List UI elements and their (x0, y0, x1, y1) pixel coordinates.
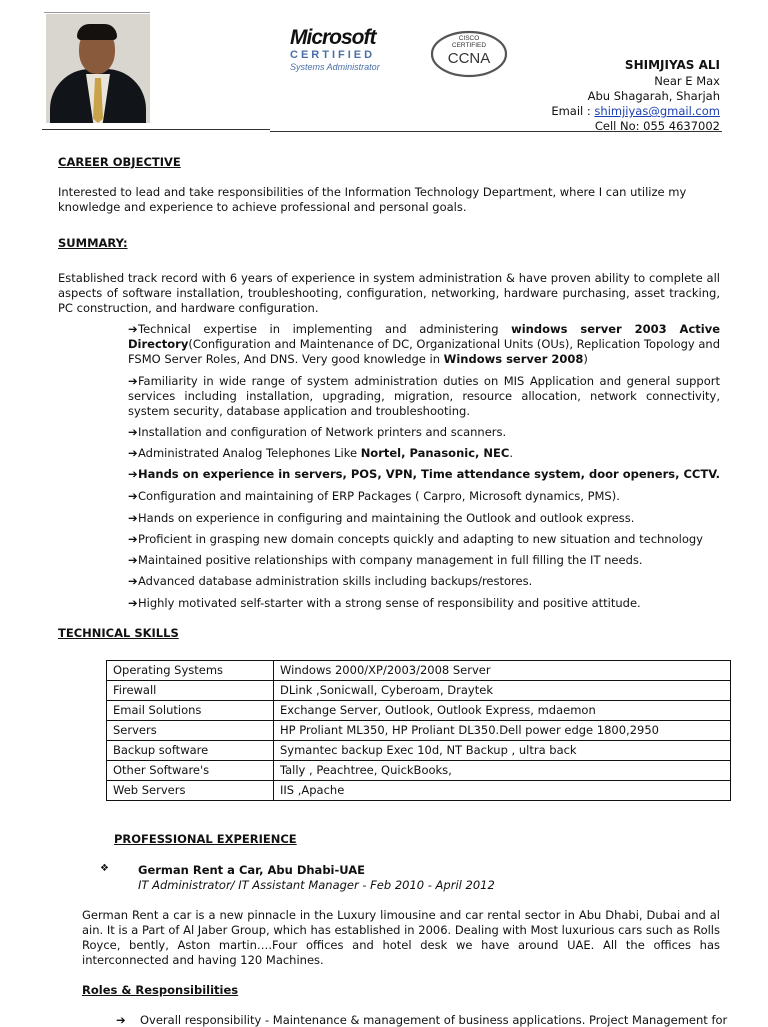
ccna-sub-text: CERTIFIED (451, 42, 487, 49)
skill-category: Web Servers (107, 781, 274, 801)
professional-experience-heading: PROFESSIONAL EXPERIENCE (114, 832, 297, 846)
arrow-bullet-icon: ➔ (128, 553, 138, 567)
top-rule (44, 12, 150, 13)
technical-skills-heading: TECHNICAL SKILLS (58, 626, 179, 640)
skill-value: Tally , Peachtree, QuickBooks, (274, 761, 731, 781)
cisco-ccna-logo (422, 30, 516, 78)
ccna-top-text: CISCO (458, 35, 480, 42)
cell-number: Cell No: 055 4637002 (594, 119, 720, 133)
summary-intro: Established track record with 6 years of experience in system administration & have proven ability to complete all aspects of software installation, troubleshooting, configuration, networking, hardware purchasing, asset tracking, PC construction, and hardware configuration. (58, 271, 720, 315)
summary-bullet-1: ➔Technical expertise in implementing and administering windows server 2003 Active Directory(Configuration and Maintenance of DC, Organizational Units (OUs), Replication Topology and FSMO Server Roles, And DNS. Very good knowledge in Windows server 2008) (128, 322, 720, 366)
summary-bullet-7: ➔Hands on experience in configuring and maintaining the Outlook and outlook express. (128, 511, 635, 525)
summary-heading: SUMMARY: (58, 236, 128, 250)
skill-value: Symantec backup Exec 10d, NT Backup , ultra back (274, 741, 731, 761)
microsoft-certified-text: CERTIFIED (290, 49, 376, 61)
skill-value: HP Proliant ML350, HP Proliant DL350.Dell power edge 1800,2950 (274, 721, 731, 741)
summary-bullet-3: ➔Installation and configuration of Network printers and scanners. (128, 425, 507, 439)
skill-value: Windows 2000/XP/2003/2008 Server (274, 661, 731, 681)
skill-value: Exchange Server, Outlook, Outlook Express, mdaemon (274, 701, 731, 721)
diamond-bullet-icon: ❖ (100, 863, 109, 874)
summary-bullet-4: ➔Administrated Analog Telephones Like Nortel, Panasonic, NEC. (128, 446, 513, 460)
header-rule-left (42, 129, 270, 130)
arrow-bullet-icon: ➔ (128, 489, 138, 503)
table-row (107, 701, 731, 721)
arrow-bullet-icon: ➔ (128, 425, 138, 439)
email-line (551, 104, 720, 119)
table-row (107, 661, 731, 681)
ccna-name-text: CCNA (447, 50, 491, 67)
address-line-1: Near E Max (654, 74, 720, 88)
table-row (107, 681, 731, 701)
arrow-bullet-icon: ➔ (128, 574, 138, 588)
skill-category: Other Software's (107, 761, 274, 781)
microsoft-role-text: Systems Administrator (290, 62, 380, 72)
responsibility-item: Overall responsibility - Maintenance & management of business applications. Project Management for (140, 1013, 728, 1027)
email-label: Email : (551, 104, 591, 118)
skill-value: IIS ,Apache (274, 781, 731, 801)
email-link[interactable]: shimjiyas@gmail.com (594, 104, 720, 118)
arrow-bullet-icon: ➔ (128, 322, 138, 336)
arrow-bullet-icon: ➔ (128, 511, 138, 525)
candidate-name: SHIMJIYAS ALI (624, 58, 720, 72)
company-description: German Rent a car is a new pinnacle in the Luxury limousine and car rental sector in Abu Dhabi, Dubai and al ain. It is a Part of Al Jaber Group, which has established in 2006. Dealing with Most luxurious cars such as Rolls Royce, bently, Aston martin….Four offices and hotel desk we have around UAE. All the offices has interconnected and having 120 Machines. (82, 908, 720, 967)
table-row (107, 721, 731, 741)
summary-bullet-6: ➔Configuration and maintaining of ERP Packages ( Carpro, Microsoft dynamics, PMS). (128, 489, 620, 503)
arrow-bullet-icon: ➔ (128, 467, 138, 481)
arrow-bullet-icon: ➔ (128, 596, 138, 610)
arrow-bullet-icon: ➔ (128, 532, 138, 546)
career-objective-heading: CAREER OBJECTIVE (58, 155, 181, 169)
skill-value: DLink ,Sonicwall, Cyberoam, Draytek (274, 681, 731, 701)
skill-category: Firewall (107, 681, 274, 701)
arrow-bullet-icon: ➔ (128, 446, 138, 460)
profile-photo (46, 14, 150, 123)
summary-bullet-8: ➔Proficient in grasping new domain concepts quickly and adapting to new situation and technology (128, 532, 703, 546)
arrow-bullet-icon: ➔ (116, 1013, 126, 1027)
arrow-bullet-icon: ➔ (128, 374, 138, 388)
roles-heading: Roles & Responsibilities (82, 983, 239, 997)
microsoft-logo-text: Microsoft (290, 26, 376, 49)
technical-skills-table (106, 660, 731, 801)
summary-bullet-9: ➔Maintained positive relationships with company management in full filling the IT needs. (128, 553, 643, 567)
table-row (107, 781, 731, 801)
address-line-2: Abu Shagarah, Sharjah (587, 89, 720, 103)
career-objective-text: Interested to lead and take responsibilities of the Information Technology Department, where I can utilize my knowledge and experience to achieve professional and personal goals. (58, 185, 687, 214)
skill-category: Operating Systems (107, 661, 274, 681)
summary-bullet-10: ➔Advanced database administration skills including backups/restores. (128, 574, 533, 588)
skill-category: Email Solutions (107, 701, 274, 721)
skill-category: Backup software (107, 741, 274, 761)
skill-category: Servers (107, 721, 274, 741)
summary-bullet-5: ➔Hands on experience in servers, POS, VPN, Time attendance system, door openers, CCTV. (128, 467, 721, 481)
table-row (107, 761, 731, 781)
table-row (107, 741, 731, 761)
microsoft-certified-logo (290, 28, 400, 73)
company-name: German Rent a Car, Abu Dhabi-UAE (138, 863, 366, 877)
job-title-dates: IT Administrator/ IT Assistant Manager - Feb 2010 - April 2012 (138, 878, 495, 892)
summary-bullet-2: ➔Familiarity in wide range of system administration duties on MIS Application and general support services including installation, upgrading, migration, resource allocation, network connectivity, system security, database application and troubleshooting. (128, 374, 720, 418)
summary-bullet-11: ➔Highly motivated self-starter with a strong sense of responsibility and positive attitude. (128, 596, 641, 610)
